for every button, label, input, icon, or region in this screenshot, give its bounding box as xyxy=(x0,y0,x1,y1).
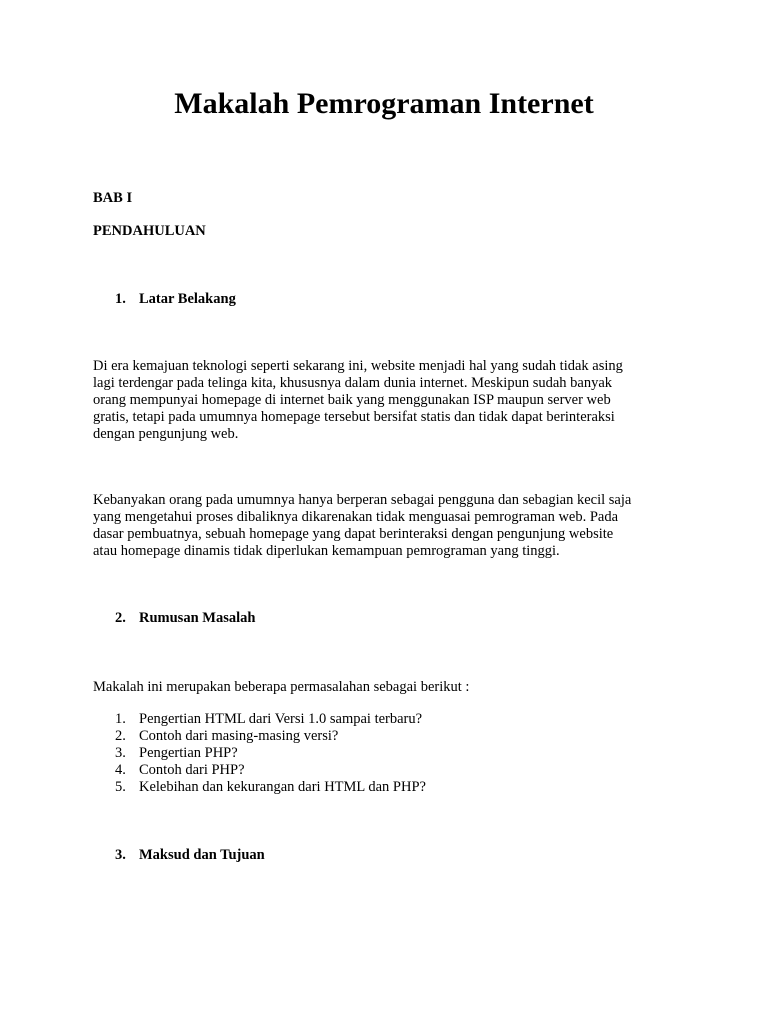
document-title: Makalah Pemrograman Internet xyxy=(174,87,594,120)
section-title-2: Rumusan Masalah xyxy=(139,610,256,626)
paragraph-line: atau homepage dinamis tidak diperlukan kemampuan pemrograman yang tinggi. xyxy=(93,543,560,559)
list-number: 3. xyxy=(115,745,126,761)
chapter-label: BAB I xyxy=(93,190,133,206)
paragraph-line: yang mengetahui proses dibaliknya dikarenakan tidak menguasai pemrograman web. Pada xyxy=(93,509,619,525)
section-number-2: 2. xyxy=(115,610,126,626)
paragraph-line: dengan pengunjung web. xyxy=(93,426,239,442)
list-item xyxy=(93,745,426,762)
list-item xyxy=(93,728,426,745)
list-item xyxy=(93,779,426,796)
paragraph-line: lagi terdengar pada telinga kita, khususnya dalam dunia internet. Meskipun sudah banyak xyxy=(93,375,613,391)
section-title-1: Latar Belakang xyxy=(139,291,236,307)
section-heading-3 xyxy=(93,847,265,864)
section-number-3: 3. xyxy=(115,847,126,863)
problem-intro: Makalah ini merupakan beberapa permasalahan sebagai berikut : xyxy=(93,679,470,695)
chapter-title: PENDAHULUAN xyxy=(93,223,206,239)
paragraph-line: Kebanyakan orang pada umumnya hanya berperan sebagai pengguna dan sebagian kecil saja xyxy=(93,492,632,508)
paragraph-latar-belakang-2 xyxy=(93,492,693,560)
list-number: 2. xyxy=(115,728,126,744)
paragraph-line: gratis, tetapi pada umumnya homepage tersebut bersifat statis dan tidak dapat berinteraksi xyxy=(93,409,615,425)
paragraph-line: dasar pembuatnya, sebuah homepage yang dapat berinteraksi dengan pengunjung website xyxy=(93,526,614,542)
list-number: 5. xyxy=(115,779,126,795)
list-text: Contoh dari masing-masing versi? xyxy=(139,728,339,744)
list-item xyxy=(93,762,426,779)
list-text: Pengertian HTML dari Versi 1.0 sampai terbaru? xyxy=(139,711,423,727)
problem-list xyxy=(93,711,426,796)
section-heading-1 xyxy=(93,291,236,308)
section-title-3: Maksud dan Tujuan xyxy=(139,847,265,863)
list-item xyxy=(93,711,426,728)
section-number-1: 1. xyxy=(115,291,126,307)
paragraph-line: Di era kemajuan teknologi seperti sekarang ini, website menjadi hal yang sudah tidak asing xyxy=(93,358,623,374)
paragraph-line: orang mempunyai homepage di internet baik yang menggunakan ISP maupun server web xyxy=(93,392,611,408)
list-text: Contoh dari PHP? xyxy=(139,762,245,778)
list-text: Pengertian PHP? xyxy=(139,745,238,761)
list-text: Kelebihan dan kekurangan dari HTML dan PHP? xyxy=(139,779,426,795)
section-heading-2 xyxy=(93,610,255,627)
paragraph-latar-belakang-1 xyxy=(93,358,693,443)
list-number: 1. xyxy=(115,711,126,727)
list-number: 4. xyxy=(115,762,126,778)
